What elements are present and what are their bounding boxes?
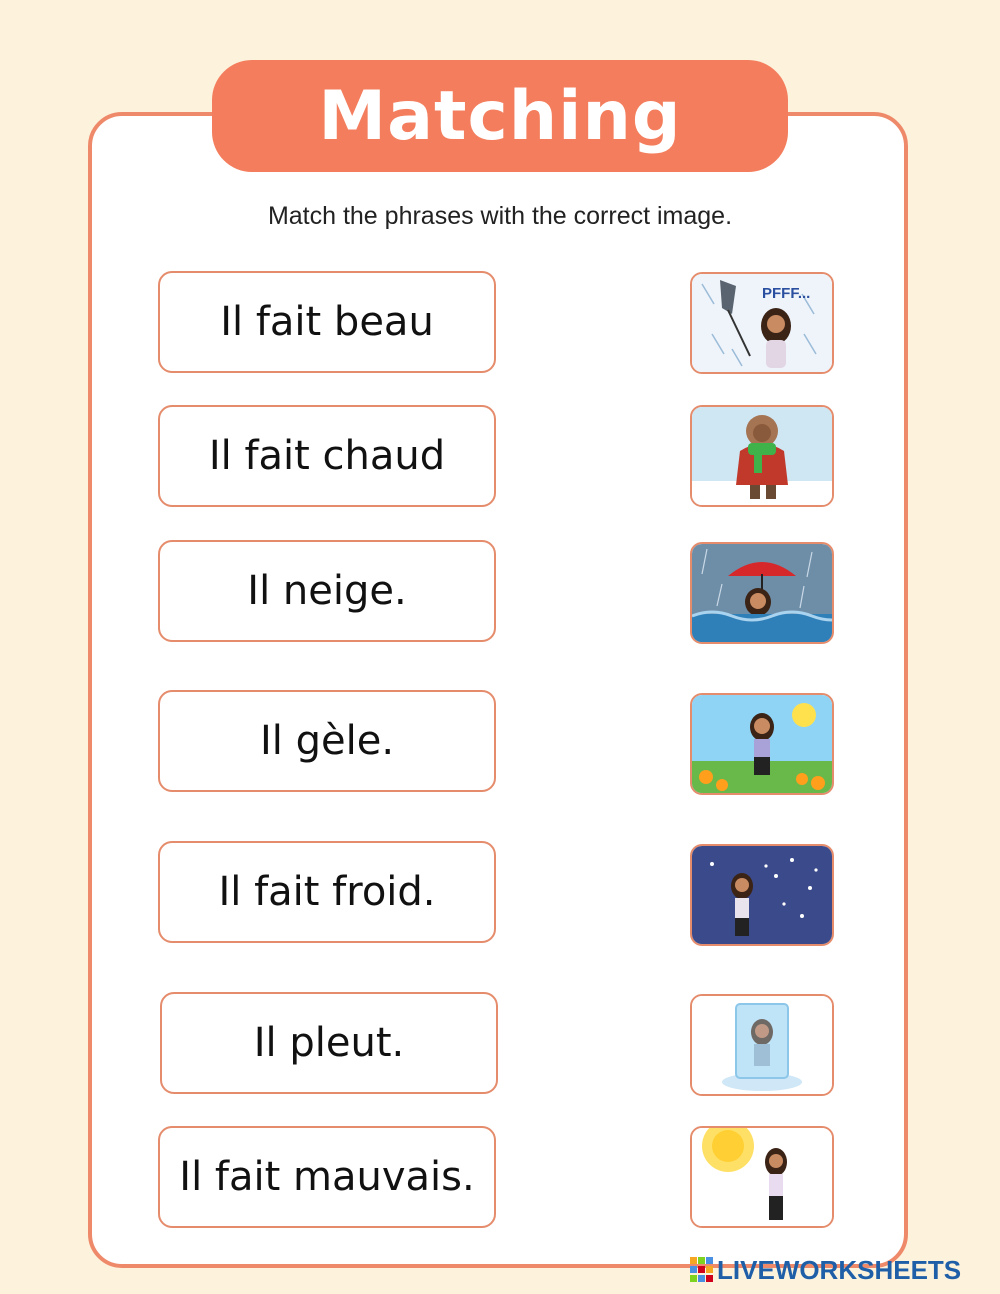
frozen-ice-block-icon	[692, 996, 832, 1094]
phrase-box-4[interactable]: Il gèle.	[158, 690, 496, 792]
image-box-5[interactable]	[690, 844, 834, 946]
image-box-7[interactable]	[690, 1126, 834, 1228]
image-box-6[interactable]	[690, 994, 834, 1096]
phrase-box-3[interactable]: Il neige.	[158, 540, 496, 642]
bundled-up-winter-icon	[692, 407, 832, 505]
liveworksheets-logo-icon	[690, 1257, 714, 1283]
phrase-box-1[interactable]: Il fait beau	[158, 271, 496, 373]
image-box-1[interactable]	[690, 272, 834, 374]
rain-flood-umbrella-icon	[692, 544, 832, 642]
phrase-box-6[interactable]: Il pleut.	[160, 992, 498, 1094]
sunny-flowers-icon	[692, 695, 832, 793]
watermark-text: LIVEWORKSHEETS	[717, 1254, 962, 1285]
image-box-3[interactable]	[690, 542, 834, 644]
phrase-box-2[interactable]: Il fait chaud	[158, 405, 496, 507]
title-banner	[212, 60, 788, 172]
svg-text:PFFF...: PFFF...	[762, 285, 811, 302]
hot-sun-icon	[692, 1128, 832, 1226]
page-title: Matching	[318, 76, 682, 156]
phrase-box-7[interactable]: Il fait mauvais.	[158, 1126, 496, 1228]
windy-umbrella-icon	[692, 274, 832, 372]
instruction-text: Match the phrases with the correct image.	[267, 202, 733, 230]
liveworksheets-logo	[690, 1254, 961, 1286]
snowfall-night-icon	[692, 846, 832, 944]
phrase-box-5[interactable]: Il fait froid.	[158, 841, 496, 943]
image-box-4[interactable]	[690, 693, 834, 795]
image-box-2[interactable]	[690, 405, 834, 507]
